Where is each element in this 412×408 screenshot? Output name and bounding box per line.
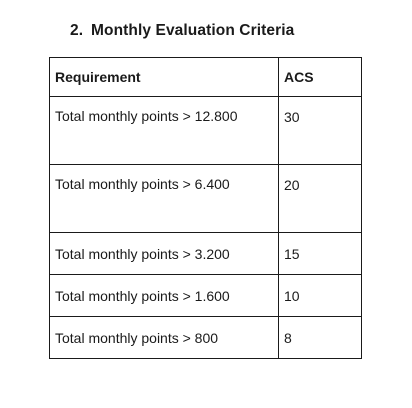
table-row xyxy=(50,275,362,317)
header-acs: ACS xyxy=(279,58,362,97)
table-row xyxy=(50,317,362,359)
requirement-text: Total monthly points > 12.800 xyxy=(55,108,238,124)
section-number: 2. xyxy=(70,22,84,39)
table-header-row xyxy=(50,58,362,97)
table-row xyxy=(50,165,362,233)
section-heading xyxy=(70,22,294,40)
acs-cell xyxy=(279,165,362,233)
requirement-text: Total monthly points > 6.400 xyxy=(55,176,230,192)
evaluation-criteria-table xyxy=(49,57,362,359)
requirement-cell: Total monthly points > 1.600 xyxy=(50,275,279,317)
table-row xyxy=(50,233,362,275)
requirement-cell: Total monthly points > 3.200 xyxy=(50,233,279,275)
acs-value: 20 xyxy=(284,177,300,193)
section-title: Monthly Evaluation Criteria xyxy=(91,22,295,39)
acs-cell: 10 xyxy=(279,275,362,317)
acs-cell: 8 xyxy=(279,317,362,359)
requirement-cell xyxy=(50,97,279,165)
header-requirement: Requirement xyxy=(50,58,279,97)
acs-cell: 15 xyxy=(279,233,362,275)
requirement-cell xyxy=(50,165,279,233)
acs-value: 30 xyxy=(284,109,300,125)
acs-cell xyxy=(279,97,362,165)
table-row xyxy=(50,97,362,165)
requirement-cell: Total monthly points > 800 xyxy=(50,317,279,359)
